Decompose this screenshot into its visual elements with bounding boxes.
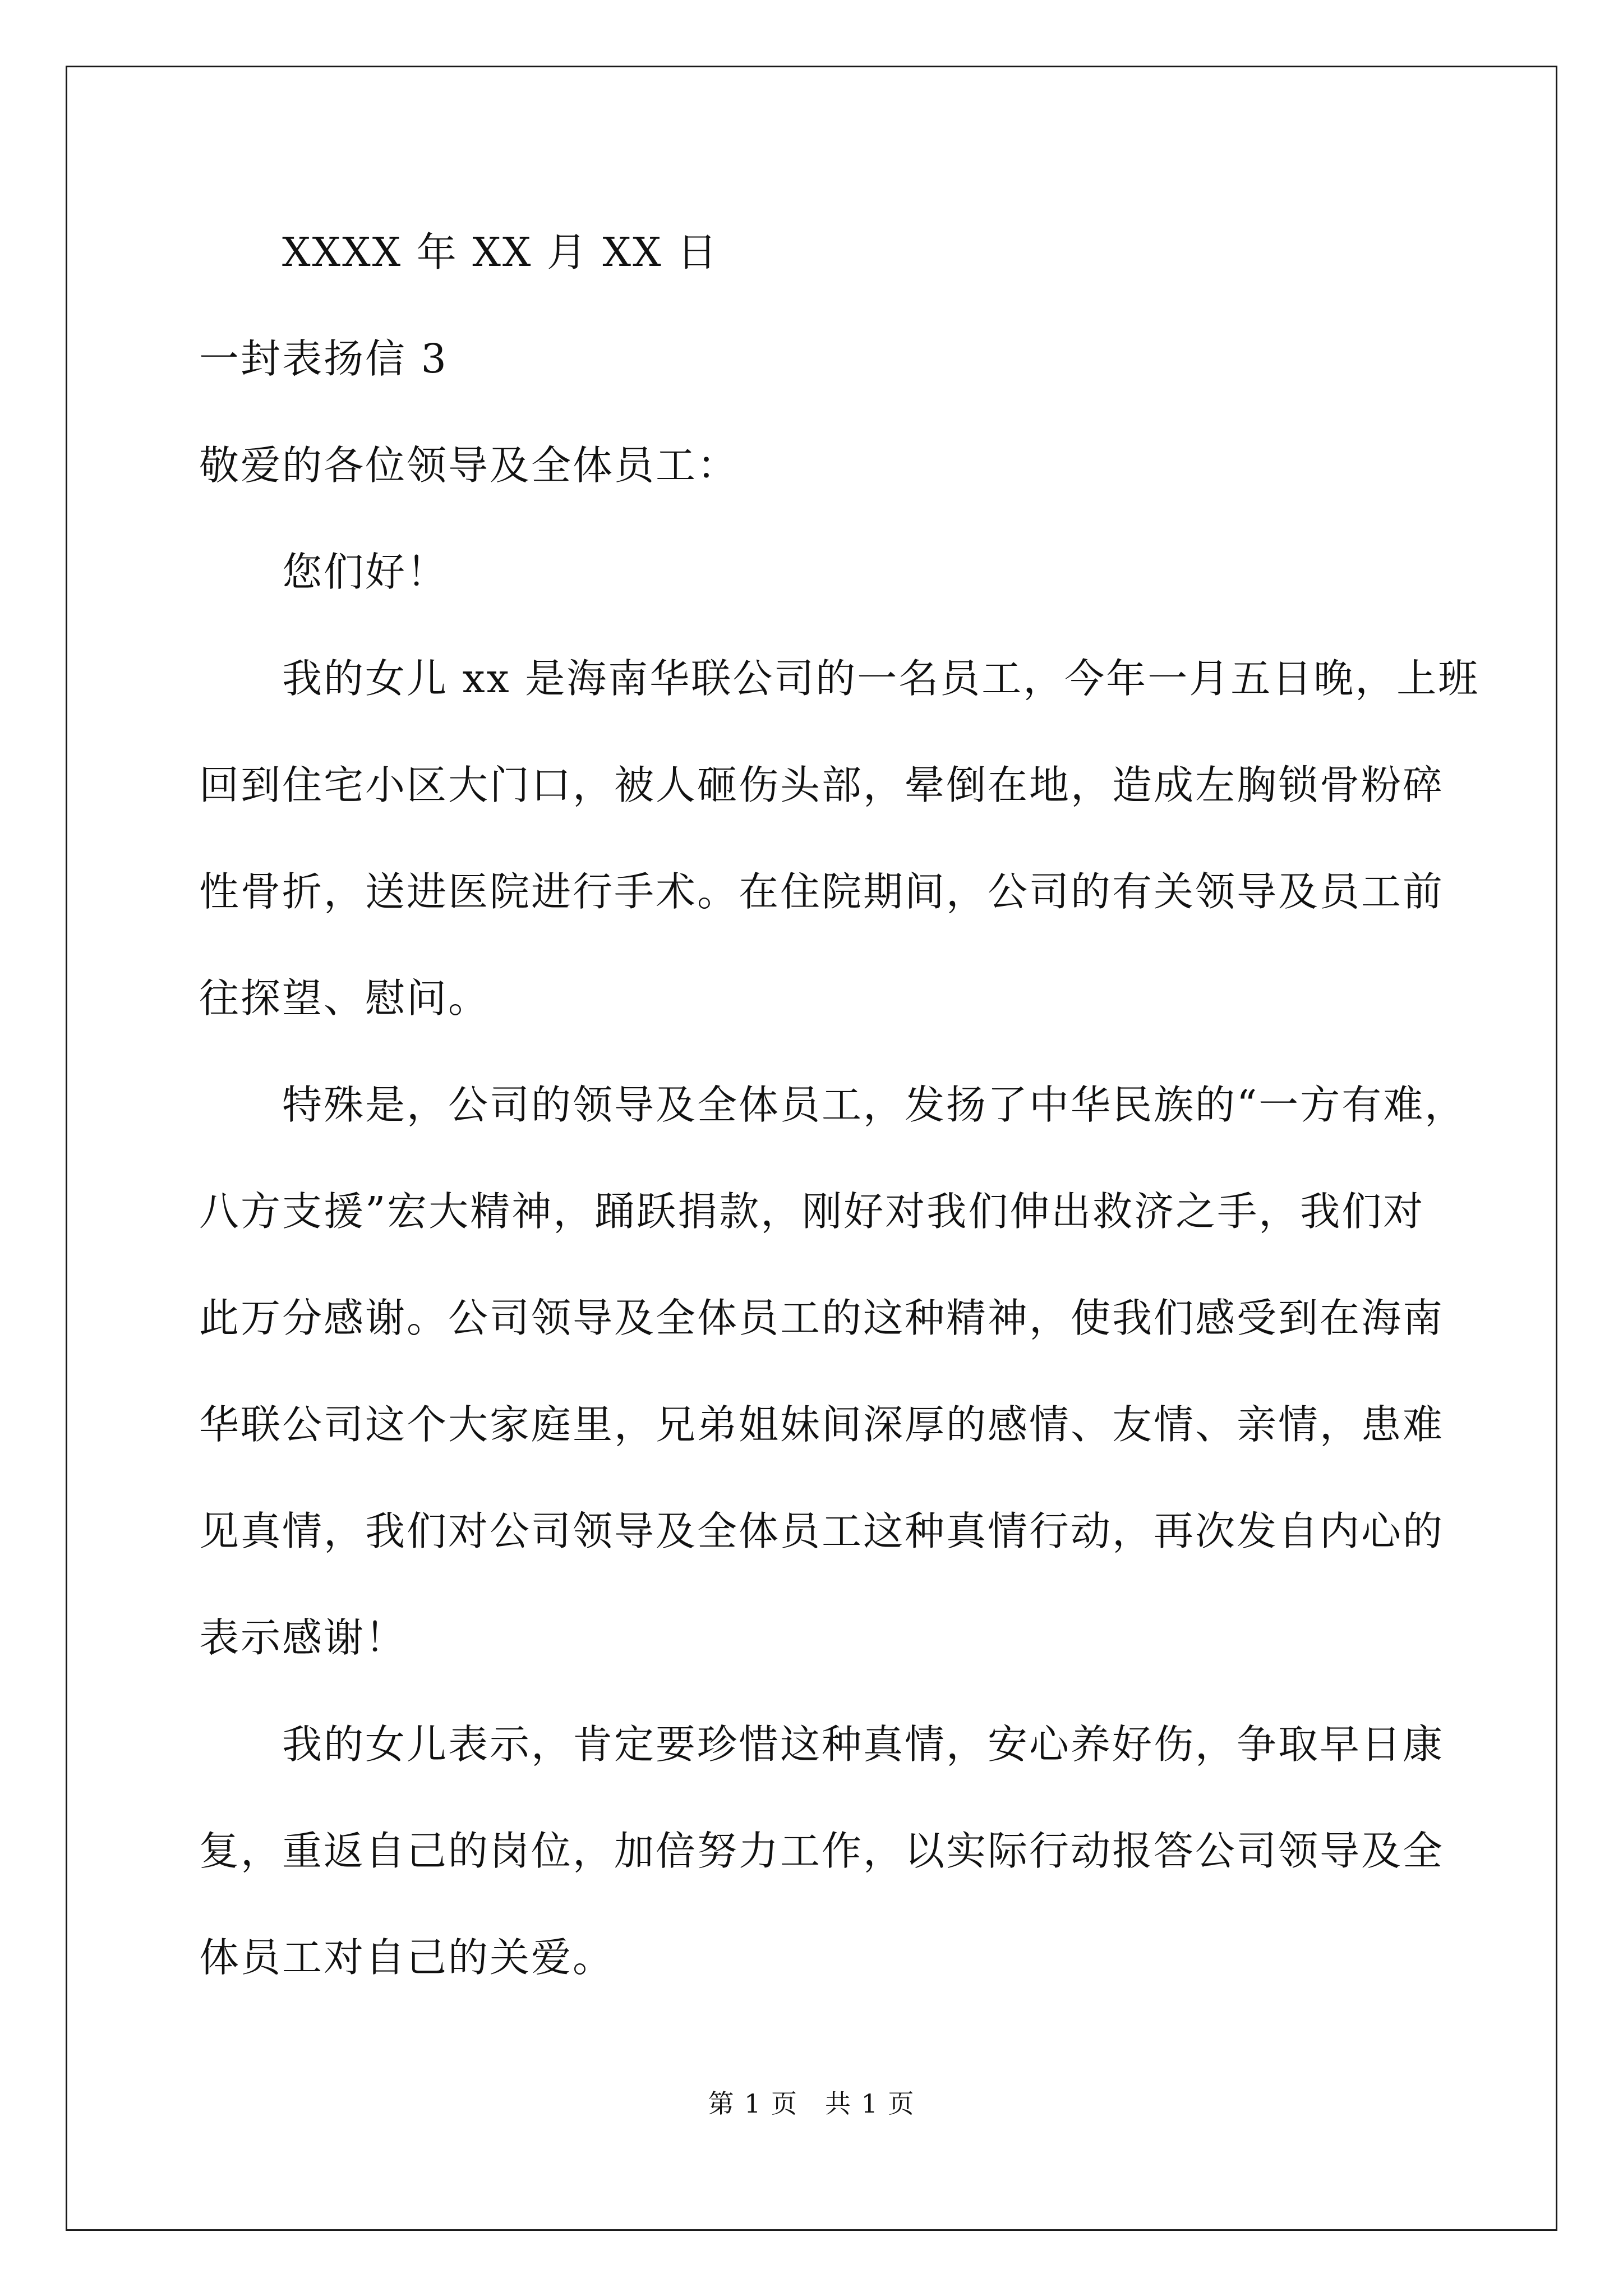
paragraph-2-line-4: 华联公司这个大家庭里，兄弟姐妹间深厚的感情、友情、亲情，患难 (199, 1401, 1445, 1448)
paragraph-2-line-6: 表示感谢！ (199, 1614, 407, 1661)
greeting: 您们好！ (282, 549, 449, 595)
page-border (66, 66, 1557, 2231)
paragraph-1-line-4: 往探望、慰问。 (199, 975, 490, 1022)
date-line: XXXX 年 XX 月 XX 日 (282, 229, 719, 275)
paragraph-3-line-2: 复，重返自己的岗位，加倍努力工作，以实际行动报答公司领导及全 (199, 1828, 1445, 1874)
paragraph-2-line-2: 八方支援”宏大精神，踊跃捐款，刚好对我们伸出救济之手，我们对 (199, 1188, 1425, 1235)
salutation: 敬爱的各位领导及全体员工： (199, 442, 739, 489)
paragraph-1-line-3: 性骨折，送进医院进行手术。在住院期间，公司的有关领导及员工前 (199, 868, 1445, 915)
paragraph-2-line-1: 特殊是，公司的领导及全体员工，发扬了中华民族的“一方有难， (282, 1082, 1467, 1128)
paragraph-2-line-5: 见真情，我们对公司领导及全体员工这种真情行动，再次发自内心的 (199, 1508, 1445, 1554)
paragraph-3-line-1: 我的女儿表示，肯定要珍惜这种真情，安心养好伤，争取早日康 (282, 1721, 1445, 1768)
paragraph-3-line-3: 体员工对自己的关爱。 (199, 1934, 615, 1981)
paragraph-1-line-2: 回到住宅小区大门口，被人砸伤头部，晕倒在地，造成左胸锁骨粉碎 (199, 762, 1445, 808)
page-number: 第 1 页 共 1 页 (708, 2088, 915, 2119)
paragraph-1-line-1: 我的女儿 xx 是海南华联公司的一名员工，今年一月五日晚，上班 (282, 655, 1480, 702)
paragraph-2-line-3: 此万分感谢。公司领导及全体员工的这种精神，使我们感受到在海南 (199, 1295, 1445, 1341)
document-title: 一封表扬信 3 (199, 335, 448, 382)
